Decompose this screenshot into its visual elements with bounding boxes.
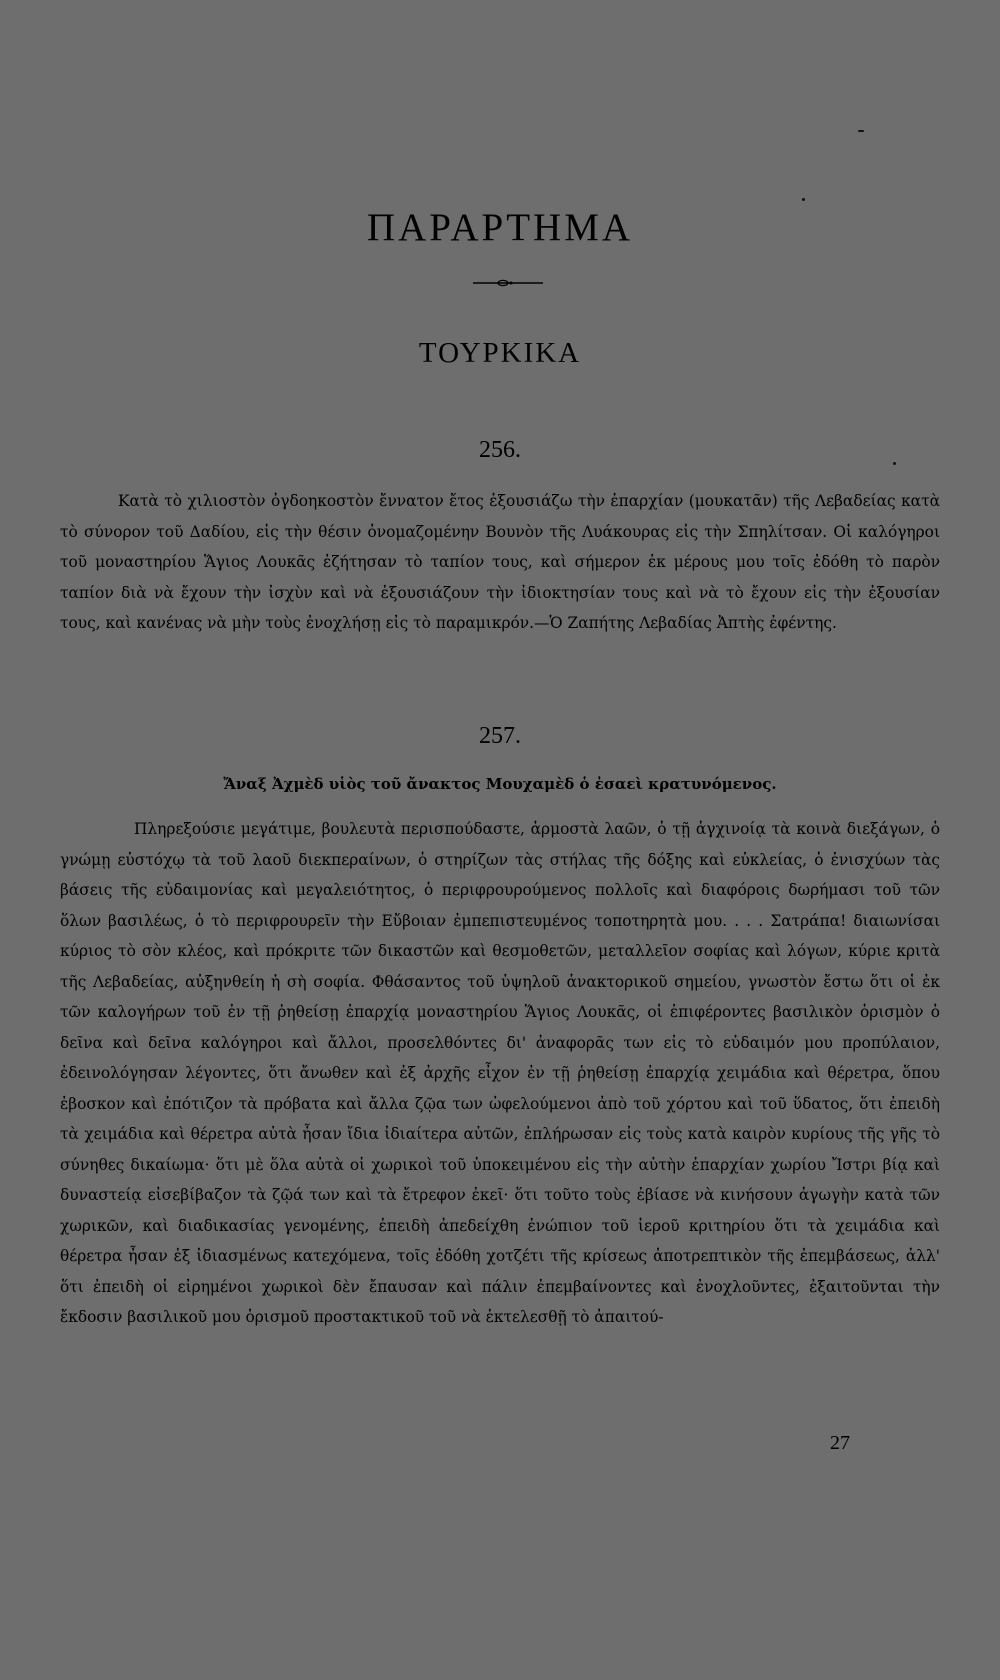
scan-speck xyxy=(893,462,896,465)
section-subtitle: ΤΟΥΡΚΙΚΑ xyxy=(418,337,582,369)
document-heading: Ἄναξ Ἀχμὲδ υἱὸς τοῦ ἄνακτος Μουχαμὲδ ὁ ἐσαεὶ κρατυνόμενος. xyxy=(223,775,777,793)
page-number: 27 xyxy=(830,1432,850,1454)
document-text: Πληρεξούσιε μεγάτιμε, βουλευτὰ περισπούδαστε, ἁρμοστὰ λαῶν, ὁ τῇ ἀγχινοίᾳ τὰ κοινὰ διεξάγων, ὁ γνώμῃ εὐστόχῳ τὰ τοῦ λαοῦ διεκπεραίνων, ὁ στηρίζων τὰς στήλας τῆς δόξης καὶ εὐκλείας, ὁ ἐνισχύων τὰς βάσεις τῆς εὐδαιμονίας καὶ μεγαλειότητος, ὁ περιφρουρούμενος πολλοῖς καὶ διαφόροις δωρήμασι τοῦ τῶν ὅλων βασιλέως, ὁ τὸ περιφρουρεῖν τὴν Εὔβοιαν ἐμπεπιστευμένος τοποτηρητὰ μου. . . . Σατράπα! διαιωνίσαι κύριος τὸ σὸν κλέος, καὶ πρόκριτε τῶν δικαστῶν καὶ θεσμοθετῶν, μεταλλεῖον σοφίας καὶ λόγων, κύριε κριτὰ τῆς Λεβαδείας, αὐξηνθείη ἡ σὴ σοφία. Φθάσαντος τοῦ ὑψηλοῦ ἀνακτορικοῦ σημείου, γνωστὸν ἔστω ὅτι οἱ ἐκ τῶν καλογήρων τοῦ ἐν τῇ ῥηθείσῃ ἐπαρχίᾳ μοναστηρίου Ἅγιος Λουκᾶς, οἱ ἐπιφέροντες βασιλικὸν ὁρισμὸν ὁ δεῖνα καὶ δεῖνα καλόγηροι καὶ ἄλλοι, προσελθόντες δι' ἀναφορᾶς των εἰς τὸ εὐδαιμόν μου προπύλαιον, ἐδεινολόγησαν λέγοντες, ὅτι ἄνωθεν καὶ ἐξ ἀρχῆς εἶχον ἐν τῇ ῥηθείσῃ ἐπαρχίᾳ χειμάδια καὶ θέρετρα, ὅπου ἐβοσκον καὶ ἐπότιζον τὰ πρόβατα καὶ ἄλλα ζῷα των ὠφελούμενοι ἀπὸ τοῦ χόρτου καὶ τοῦ ὕδατος, ὅτι ἐπειδὴ τὰ χειμάδια καὶ θέρετρα αὐτὰ ἦσαν ἴδια ἰδιαίτερα αὐτῶν, ἐπλήρωσαν εἰς τοὺς κατὰ καιρὸν κυρίους τῆς γῆς τὸ σύνηθες δικαίωμα· ὅτι μὲ ὅλα αὐτὰ οἱ χωρικοὶ τοῦ ὑποκειμένου εἰς τὴν αὐτὴν ἐπαρχίαν χωρίου Ἴστρι βίᾳ καὶ δυναστείᾳ εἰσεβίβαζον τὰ ζῷά των καὶ τὰ ἔτρεφον ἐκεῖ· ὅτι τοῦτο τοὺς ἐβίασε νὰ κινήσουν ἀγωγὴν κατὰ τῶν χωρικῶν, καὶ διαδικασίας γενομένης, ἐπειδὴ ἀπεδείχθη ἐνώπιον τοῦ ἱεροῦ κριτηρίου ὅτι τὰ χειμάδια καὶ θέρετρα ἦσαν ἐξ ἰδιασμένως κατεχόμενα, τοῖς ἐδόθη χοτζέτι τῆς κρίσεως ἀποτρεπτικὸν τῆς ἐπεμβάσεως, ἀλλ' ὅτι ἐπειδὴ οἱ εἰρημένοι χωρικοὶ δὲν ἔπαυσαν καὶ πάλιν ἐπεμβαίνοντες καὶ ἐνοχλοῦντες, ἐξαιτοῦνται τὴν ἔκδοσιν βασιλικοῦ μου ὁρισμοῦ προστακτικοῦ τοῦ νὰ ἐκτελεσθῇ τὸ ἀπαιτού- xyxy=(60,820,940,1326)
scan-speck xyxy=(858,130,864,132)
page-title: ΠΑΡΑΡΤΗΜΑ xyxy=(366,206,634,249)
document-text: Κατὰ τὸ χιλιοστὸν ὀγδοηκοστὸν ἔννατον ἔτος ἐξουσιάζω τὴν ἐπαρχίαν (μουκατᾶν) τῆς Λεβαδείας κατὰ τὸ σύνορον τοῦ Δαδίου, εἰς τὴν θέσιν ὀνομαζομένην Βουνὸν τῆς Λυάκουρας εἰς τὴν Σπηλίτσαν. Οἱ καλόγηροι τοῦ μοναστηρίου Ἅγιος Λουκᾶς ἐζήτησαν τὸ ταπίον τους, καὶ σήμερον ἐκ μέρους μου τοῖς ἐδόθη τὸ παρὸν ταπίον διὰ νὰ ἔχουν τὴν ἰσχὺν καὶ νὰ ἐξουσιάζουν τὴν ἰδιοκτησίαν τους καὶ νὰ τὸ ἔχουν εἰς τὴν ἐξουσίαν τους, καὶ κανένας νὰ μὴν τοὺς ἐνοχλήσῃ εἰς τὸ παραμικρόν.—Ὁ Ζαπήτης Λεβαδίας Ἀπτὴς ἐφέντης. xyxy=(60,492,940,632)
scan-speck xyxy=(802,198,805,201)
document-number: 256. xyxy=(479,437,521,463)
document-number: 257. xyxy=(479,723,521,749)
title-ornament xyxy=(473,279,543,287)
